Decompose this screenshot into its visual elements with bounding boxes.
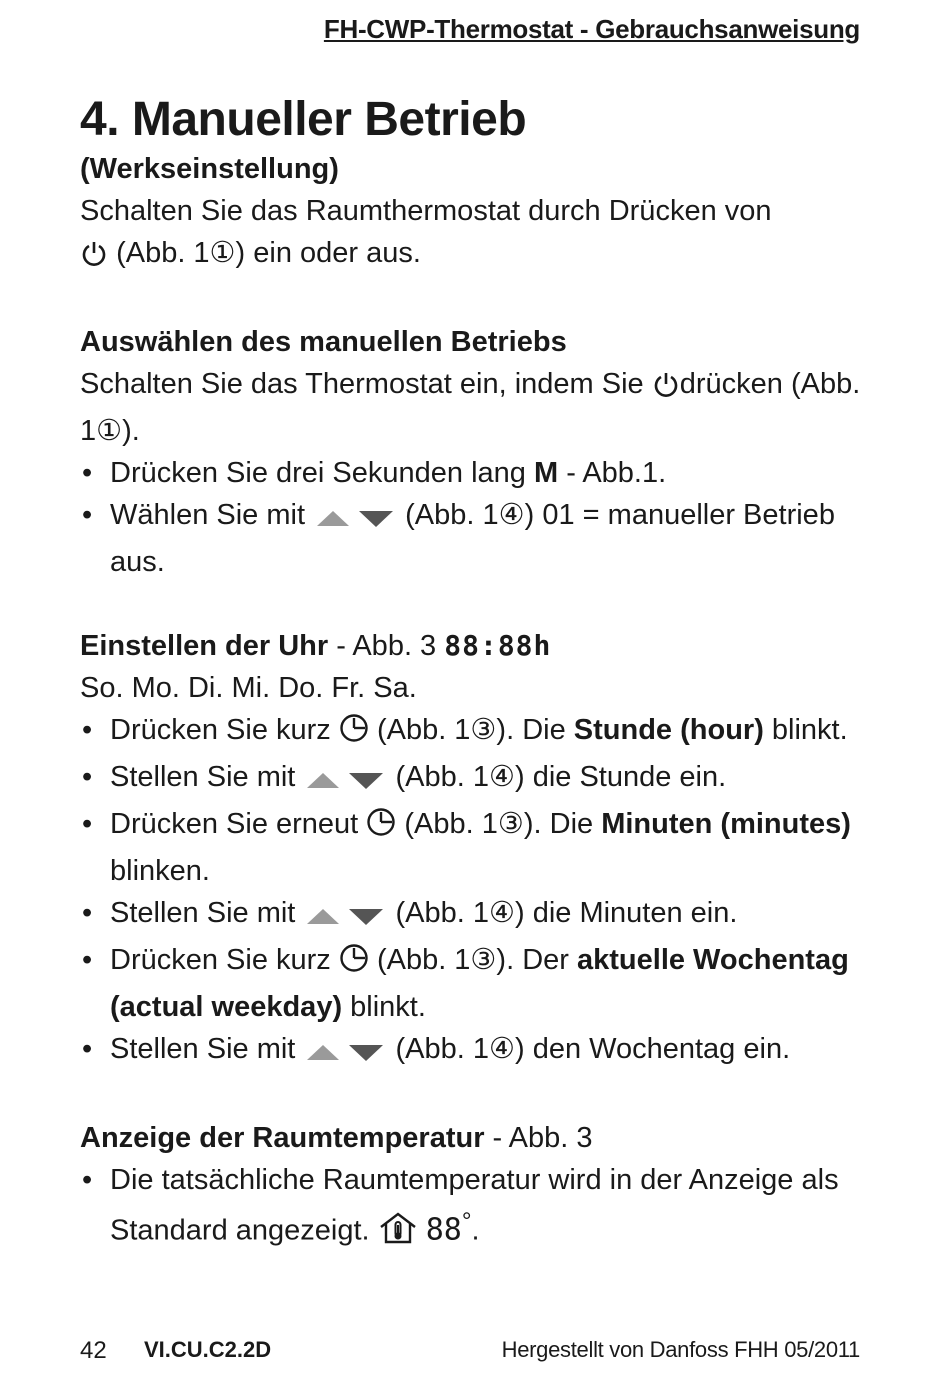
clock-heading-ref: - Abb. 3	[328, 630, 437, 662]
manufacturer-note: Hergestellt von Danfoss FHH 05/2011	[501, 1337, 860, 1362]
list-item: • Drücken Sie kurz (Abb. 1③). Der aktuelle Wochentag (actual weekday) blinkt.	[80, 939, 870, 1028]
list-item: • Die tatsächliche Raumtemperatur wird in der Anzeige als Standard angezeigt. 88°.	[80, 1159, 870, 1257]
running-header: FH-CWP-Thermostat - Gebrauchsanweisung	[323, 14, 860, 44]
manual-text-end: drücken (Abb. 1①).	[80, 368, 861, 447]
manual-text: Schalten Sie das Thermostat ein, indem Sie	[80, 368, 644, 400]
list-item: • Stellen Sie mit (Abb. 1④) die Stunde ein.	[80, 756, 870, 803]
list-item: • Wählen Sie mit (Abb. 1④) 01 = manueller Betrieb aus.	[80, 494, 870, 583]
clock-icon	[339, 942, 369, 986]
lcd-temperature-display: 88	[425, 1212, 462, 1248]
list-item: • Drücken Sie drei Sekunden lang M - Abb.1.	[80, 452, 870, 494]
up-down-arrows-icon	[303, 897, 387, 939]
clock-icon	[339, 712, 369, 756]
document-page	[80, 0, 860, 1393]
up-down-arrows-icon	[313, 499, 397, 541]
room-heading-line	[80, 1117, 870, 1159]
intro-text: Schalten Sie das Raumthermostat durch Drücken von	[80, 195, 772, 227]
section-body	[80, 148, 870, 1257]
list-item: • Stellen Sie mit (Abb. 1④) die Minuten ein.	[80, 892, 870, 939]
document-code: VI.CU.C2.2D	[144, 1337, 272, 1362]
weekdays-line: So. Mo. Di. Mi. Do. Fr. Sa.	[80, 672, 417, 704]
house-thermometer-icon	[378, 1211, 418, 1257]
lcd-clock-display: 88:88h	[444, 629, 552, 662]
section-title: 4. Manueller Betrieb	[80, 93, 527, 146]
section-subtitle: (Werkseinstellung)	[80, 153, 339, 185]
power-icon	[80, 237, 108, 279]
list-item: • Stellen Sie mit (Abb. 1④) den Wochentag ein.	[80, 1028, 870, 1075]
temperature-unit: °	[461, 1208, 472, 1235]
clock-steps	[80, 709, 870, 1075]
manual-heading: Auswählen des manuellen Betriebs	[80, 326, 567, 358]
list-item: • Drücken Sie erneut (Abb. 1③). Die Minuten (minutes) blinken.	[80, 803, 870, 892]
manual-paragraph	[80, 363, 870, 452]
intro-paragraph	[80, 190, 870, 279]
up-down-arrows-icon	[303, 761, 387, 803]
clock-icon	[366, 806, 396, 850]
clock-heading: Einstellen der Uhr	[80, 630, 329, 662]
intro-text-end: (Abb. 1①) ein oder aus.	[116, 237, 421, 269]
manual-steps	[80, 452, 870, 583]
up-down-arrows-icon	[303, 1033, 387, 1075]
clock-heading-line	[80, 625, 870, 667]
power-icon	[652, 368, 680, 410]
room-heading-ref: - Abb. 3	[484, 1122, 593, 1154]
room-heading: Anzeige der Raumtemperatur	[80, 1122, 485, 1154]
page-number: 42	[80, 1337, 107, 1364]
room-steps	[80, 1159, 870, 1257]
list-item: • Drücken Sie kurz (Abb. 1③). Die Stunde (hour) blinkt.	[80, 709, 870, 756]
